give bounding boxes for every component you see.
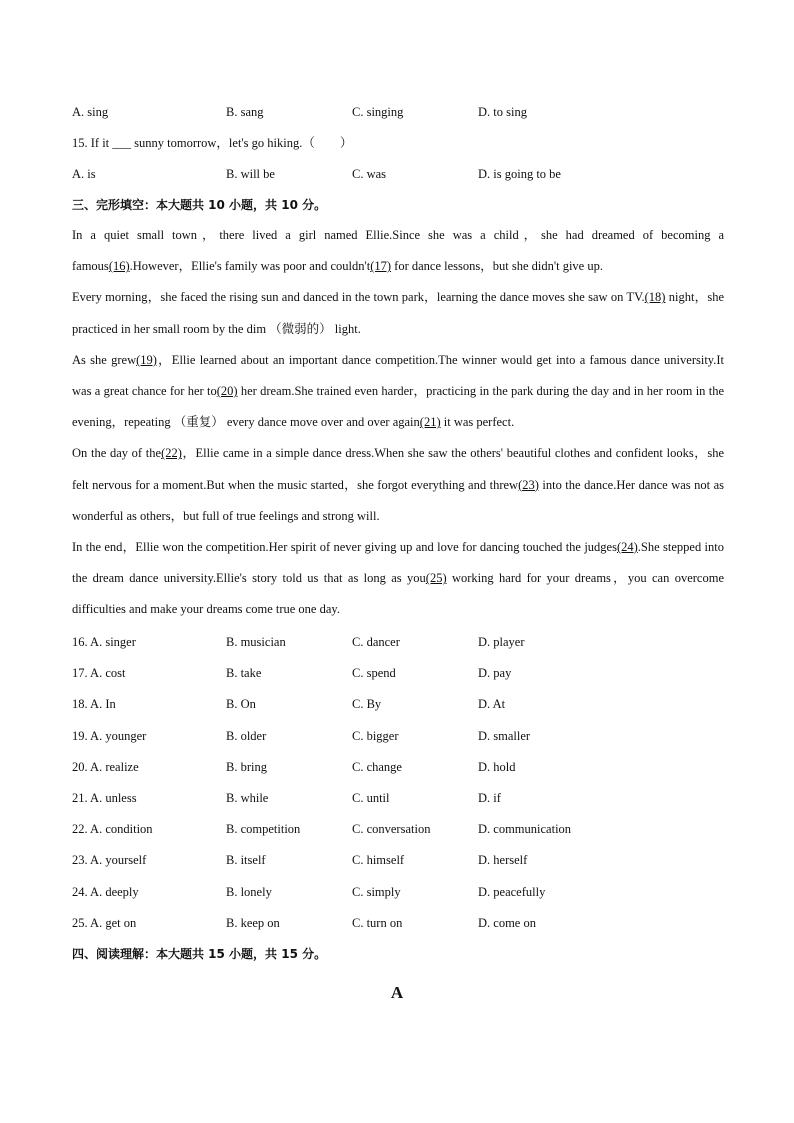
question-option-c: C. turn on (352, 916, 403, 930)
question-option-c: C. until (352, 791, 390, 805)
blank-18: (18) (644, 290, 666, 305)
question-option-c: C. change (352, 760, 402, 774)
question-row (72, 790, 732, 806)
q15-options (72, 166, 732, 182)
question-option-b: B. take (226, 666, 262, 680)
question-option-a: 23. A. yourself (72, 853, 147, 867)
passage-text: for dance lessons，but she didn't give up. (391, 259, 603, 274)
question-option-a: 19. A. younger (72, 729, 147, 743)
question-option-d: D. At (478, 697, 506, 711)
q14-option-c: C. singing (352, 105, 404, 119)
passage-paragraph-3 (72, 345, 724, 439)
question-option-c: C. himself (352, 853, 405, 867)
passage-text: ，Ellie came in a simple dance dress.When she saw the others' beautiful clothes and confident looks，she felt nervous for a moment.But when the music started，she forgot everything and threw (72, 446, 724, 492)
question-option-b: B. older (226, 729, 267, 743)
blank-19: (19) (136, 352, 157, 367)
question-option-a: 22. A. condition (72, 822, 153, 836)
question-option-b: B. while (226, 791, 269, 805)
q15-option-a: A. is (72, 167, 96, 181)
passage-text: her dream.She trained even harder，practicing in the park during the day and in her room in the evening，repeating （重复） every dance move over and over again (72, 384, 724, 430)
question-option-b: B. competition (226, 822, 301, 836)
question-option-b: B. keep on (226, 916, 280, 930)
question-option-d: D. come on (478, 916, 536, 930)
question-option-d: D. communication (478, 822, 572, 836)
question-option-a: 25. A. get on (72, 916, 137, 930)
passage-text: Every morning，she faced the rising sun and danced in the town park，learning the dance moves she saw on TV. (72, 290, 645, 305)
question-option-a: 20. A. realize (72, 760, 139, 774)
passage-paragraph-5 (72, 532, 724, 626)
question-option-d: D. pay (478, 666, 512, 680)
q14-option-d: D. to sing (478, 105, 527, 119)
question-row (72, 728, 732, 744)
blank-20: (20) (216, 384, 238, 399)
question-row (72, 696, 732, 712)
question-row (72, 821, 732, 837)
question-option-c: C. bigger (352, 729, 399, 743)
question-option-a: 16. A. singer (72, 635, 136, 649)
question-option-a: 18. A. In (72, 697, 116, 711)
question-option-c: C. dancer (352, 635, 400, 649)
question-row (72, 665, 732, 681)
cloze-passage (72, 220, 724, 626)
passage-text: .However，Ellie's family was poor and couldn't (129, 259, 371, 274)
question-row (72, 759, 732, 775)
question-option-b: B. lonely (226, 885, 272, 899)
question-option-c: C. conversation (352, 822, 431, 836)
passage-text: night，she practiced in her small room by the dim （微弱的） light. (72, 290, 724, 336)
blank-22: (22) (161, 446, 182, 461)
question-option-c: C. By (352, 697, 382, 711)
section-4-heading: 四、阅读理解：本大题共 15 小题，共 15 分。 (72, 947, 327, 961)
question-option-c: C. simply (352, 885, 401, 899)
question-option-b: B. On (226, 697, 256, 711)
question-option-c: C. spend (352, 666, 396, 680)
q14-option-b: B. sang (226, 105, 264, 119)
question-option-d: D. herself (478, 853, 528, 867)
question-option-d: D. smaller (478, 729, 531, 743)
question-option-d: D. hold (478, 760, 516, 774)
question-option-b: B. bring (226, 760, 267, 774)
question-option-b: B. itself (226, 853, 266, 867)
question-option-b: B. musician (226, 635, 286, 649)
blank-17: (17) (370, 259, 392, 274)
question-option-a: 24. A. deeply (72, 885, 139, 899)
passage-text: it was perfect. (440, 415, 515, 430)
question-option-d: D. peacefully (478, 885, 546, 899)
passage-text: .She stepped into the dream dance university.Ellie's story told us that as long as you (72, 540, 724, 586)
passage-paragraph-2 (72, 282, 724, 344)
blank-25: (25) (425, 571, 447, 586)
q15-option-b: B. will be (226, 167, 275, 181)
q14-options (72, 104, 732, 120)
question-option-d: D. if (478, 791, 501, 805)
q15-stem: 15. If it ___ sunny tomorrow，let's go hiking.（ ） (72, 136, 353, 150)
passage-text: In a quiet small town，there lived a girl named Ellie.Since she was a child，she had dreamed of becoming a famous (72, 228, 724, 274)
passage-a-title: A (390, 983, 404, 1002)
passage-text: working hard for your dreams，you can overcome difficulties and make your dreams come true one day. (72, 571, 724, 617)
passage-text: In the end，Ellie won the competition.Her spirit of never giving up and love for dancing touched the judges (72, 540, 617, 555)
passage-paragraph-4 (72, 438, 724, 532)
question-row (72, 915, 732, 931)
blank-16: (16) (108, 259, 130, 274)
question-row (72, 884, 732, 900)
question-row (72, 852, 732, 868)
blank-24: (24) (616, 540, 638, 555)
passage-text: As she grew (72, 352, 137, 367)
question-option-d: D. player (478, 635, 525, 649)
passage-paragraph-1 (72, 220, 724, 282)
q14-option-a: A. sing (72, 105, 109, 119)
passage-text: into the dance.Her dance was not as wonderful as others，but full of true feelings and strong will. (72, 477, 724, 523)
blank-21: (21) (419, 415, 441, 430)
passage-text: ，Ellie learned about an important dance competition.The winner would get into a famous dance university.It was a great chance for her to (72, 352, 725, 399)
blank-23: (23) (518, 477, 539, 492)
passage-text: On the day of the (72, 446, 162, 461)
q15-option-d: D. is going to be (478, 167, 561, 181)
section-3-heading: 三、完形填空：本大题共 10 小题，共 10 分。 (72, 198, 327, 212)
q15-option-c: C. was (352, 167, 387, 181)
question-option-a: 17. A. cost (72, 666, 126, 680)
question-option-a: 21. A. unless (72, 791, 137, 805)
question-row (72, 634, 732, 650)
